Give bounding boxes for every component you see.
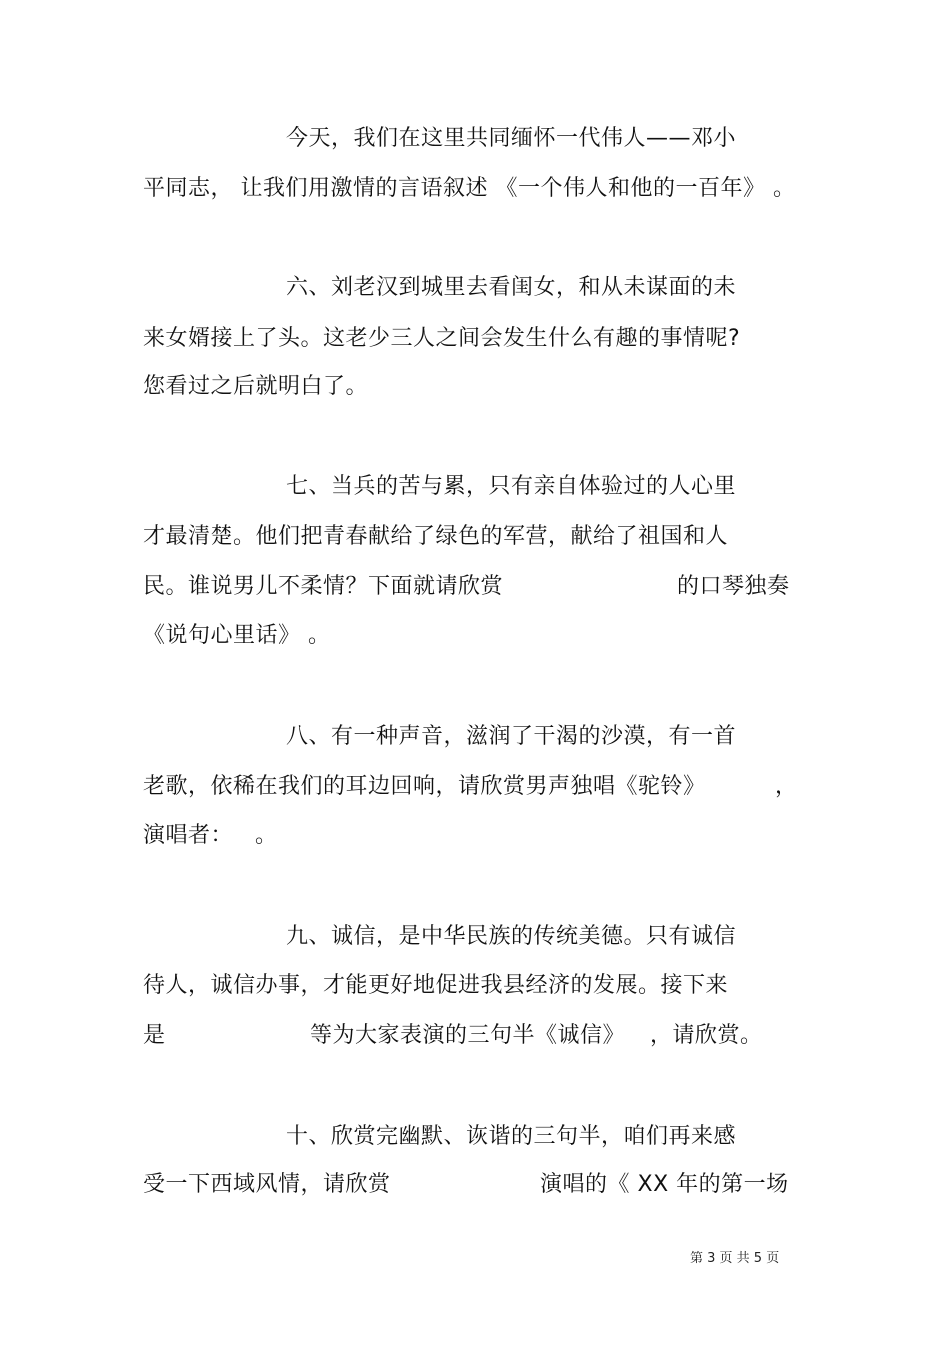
paragraph-3-line-2: 才最清楚。他们把青春献给了绿色的军营，献给了祖国和人	[143, 524, 729, 549]
paragraph-3-line-4: 《说句心里话》 。	[143, 623, 331, 648]
paragraph-6-line-2b: 演唱的《 XX 年的第一场	[540, 1172, 789, 1197]
paragraph-4-line-3a: 演唱者：	[143, 823, 234, 848]
paragraph-3-line-3b: 的口琴独奏	[677, 574, 790, 599]
paragraph-6-line-1: 十、欣赏完幽默、诙谐的三句半，咱们再来感	[286, 1124, 737, 1149]
paragraph-5-line-1: 九、诚信，是中华民族的传统美德。只有诚信	[286, 924, 737, 949]
paragraph-1-line-2: 平同志， 让我们用激情的言语叙述 《一个伟人和他的一百年》 。	[143, 176, 796, 201]
paragraph-4-line-2: 老歌，依稀在我们的耳边回响，请欣赏男声独唱《驼铃》	[143, 774, 706, 799]
paragraph-5-line-3b: 等为大家表演的三句半《诚信》	[310, 1023, 626, 1048]
paragraph-4-line-1: 八、有一种声音，滋润了干渴的沙漠，有一首	[286, 724, 737, 749]
paragraph-6-line-2a: 受一下西域风情，请欣赏	[143, 1172, 391, 1197]
paragraph-3-line-3a: 民。谁说男儿不柔情？下面就请欣赏	[143, 574, 504, 599]
paragraph-4-line-2b: ，	[775, 774, 798, 799]
paragraph-4-line-3b: 。	[255, 823, 278, 848]
paragraph-5-line-2: 待人，诚信办事，才能更好地促进我县经济的发展。接下来	[143, 973, 729, 998]
page-number-footer: 第 3 页 共 5 页	[690, 1251, 780, 1266]
paragraph-5-line-3c: ，请欣赏。	[650, 1023, 763, 1048]
paragraph-1-line-1: 今天，我们在这里共同缅怀一代伟人——邓小	[286, 126, 737, 151]
paragraph-2-line-3: 您看过之后就明白了。	[143, 374, 369, 399]
paragraph-5-line-3a: 是	[143, 1023, 166, 1048]
paragraph-3-line-1: 七、当兵的苦与累，只有亲自体验过的人心里	[286, 474, 737, 499]
paragraph-2-line-2: 来女婿接上了头。这老少三人之间会发生什么有趣的事情呢?	[143, 326, 741, 351]
paragraph-2-line-1: 六、刘老汉到城里去看闺女，和从未谋面的未	[286, 275, 737, 300]
